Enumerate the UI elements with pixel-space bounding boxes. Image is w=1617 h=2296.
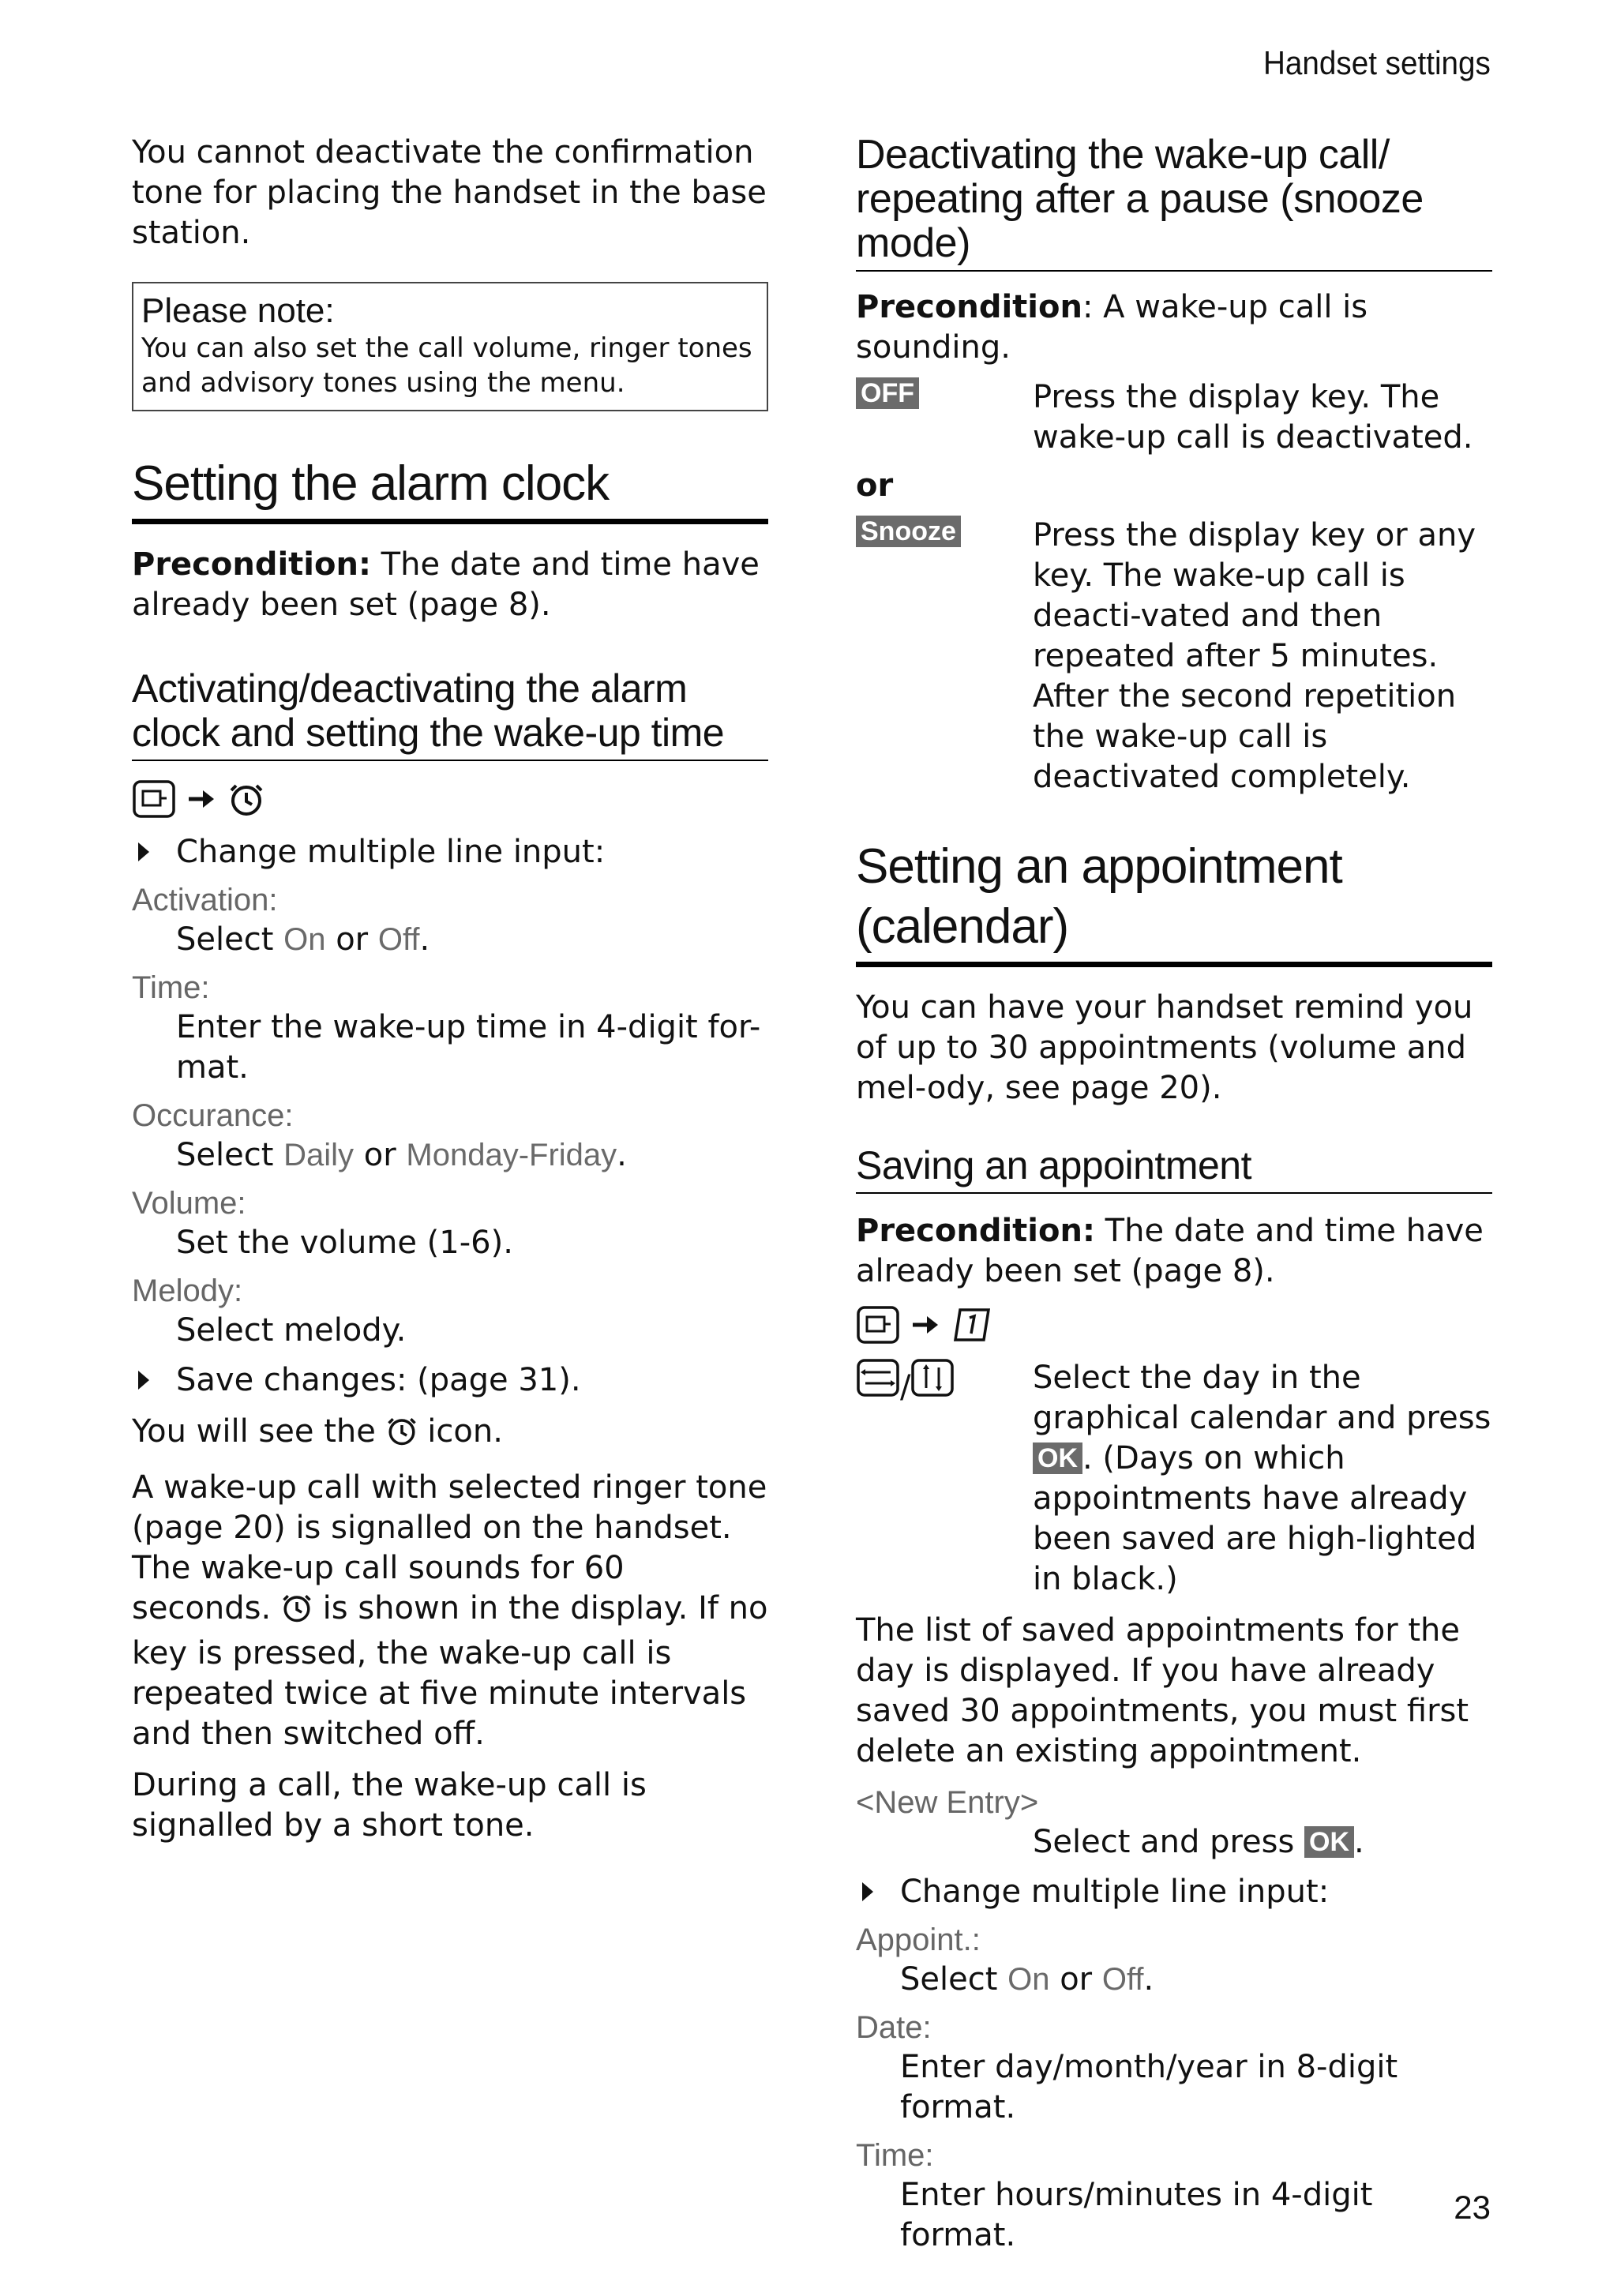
key-cell (856, 1358, 1033, 1600)
wakeup-paragraph (132, 1468, 768, 1754)
field-label: Time: (856, 2138, 934, 2173)
value-text: Select (900, 1961, 1008, 1998)
alarm-precondition (132, 545, 768, 625)
left-column (132, 133, 768, 1846)
value-text: . (617, 1137, 627, 1173)
bullet-text: Change multiple line input: (176, 834, 606, 870)
appointment-heading-line: (calendar) (856, 899, 1069, 954)
value-text: Select (176, 921, 284, 958)
text-span: is shown in the display. If no key is pressed, the wake-up call is repeated twice at five minute intervals and then switched off. (132, 1590, 768, 1752)
new-entry-label: <New Entry> (856, 1785, 1039, 1820)
alarm-clock-heading: Setting the alarm clock (132, 454, 768, 524)
control-key-left-right-icon (856, 1358, 900, 1397)
appointment-heading (856, 837, 1492, 967)
field-label: Time: (132, 970, 210, 1005)
bullet-text: Save changes: (page 31). (176, 1362, 581, 1398)
bullet-triangle-icon (862, 1882, 873, 1901)
note-box (132, 282, 768, 411)
activating-heading: Activating/deactivating the alarm clock and setting the wake-up time (132, 666, 768, 761)
value-text: or (354, 1137, 407, 1173)
note-text: You can also set the call volume, ringer tones and advisory tones using the menu. (141, 332, 752, 399)
new-entry-instruction (856, 1822, 1492, 1863)
text-span: You will see the (132, 1413, 386, 1450)
precondition-text: The date and time have already been set (page 8). (856, 1213, 1484, 1289)
option-daily: Daily (283, 1138, 355, 1172)
precondition-label: Precondition (856, 289, 1082, 325)
key-cell (856, 516, 1033, 797)
bullet-save-changes (132, 1360, 768, 1401)
select-day-row (856, 1358, 1492, 1600)
field-activation (132, 880, 768, 960)
alarm-clock-icon (228, 781, 264, 817)
value-text: Select (176, 1137, 284, 1173)
ok-softkey: OK (1304, 1826, 1354, 1858)
saving-appointment-heading: Saving an appointment (856, 1143, 1492, 1194)
snooze-key-description: Press the display key or any key. The wake-up call is deacti-vated and then repeated after 5 minutes. After the second repetition the wake-up call is deactivated completely. (1033, 517, 1476, 795)
off-key-description: Press the display key. The wake-up call is deactivated. (1033, 379, 1473, 456)
field-volume (132, 1184, 768, 1263)
field-value: Select melody. (176, 1312, 407, 1349)
field-date (856, 2008, 1492, 2128)
field-value (856, 1960, 1492, 2000)
appointment-intro: You can have your handset remind you of up to 30 appointments (volume and mel-ody, see page 20). (856, 989, 1473, 1106)
alarm-clock-icon (281, 1592, 313, 1634)
field-label: Appoint.: (856, 1923, 981, 1957)
page-number: 23 (1454, 2189, 1491, 2226)
option-off: Off (377, 922, 420, 957)
save-precondition (856, 1211, 1492, 1292)
during-call-paragraph: During a call, the wake-up call is signalled by a short tone. (132, 1767, 647, 1844)
text-span: . (1354, 1824, 1364, 1860)
off-key-row (856, 377, 1492, 458)
option-on: On (283, 922, 326, 957)
bullet-triangle-icon (138, 842, 149, 861)
appointment-heading-line: Setting an appointment (856, 839, 1342, 894)
text-span: icon. (417, 1413, 503, 1450)
key-cell (856, 377, 1033, 458)
value-text: . (419, 921, 430, 958)
calendar-icon (952, 1307, 992, 1343)
field-appoint (856, 1920, 1492, 2000)
menu-key-icon (132, 779, 176, 819)
bullet-change-input (132, 832, 768, 872)
right-column (856, 133, 1492, 2256)
option-on: On (1007, 1962, 1050, 1997)
field-label: Volume: (132, 1186, 246, 1221)
or-separator: or (856, 467, 894, 504)
field-label: Melody: (132, 1274, 243, 1308)
deactivate-precondition (856, 287, 1492, 368)
deactivating-heading: Deactivating the wake-up call/ repeating after a pause (snooze mode) (856, 133, 1492, 272)
ok-softkey: OK (1033, 1443, 1082, 1474)
running-header: Handset settings (1263, 44, 1491, 81)
precondition-text: The date and time have already been set (page 8). (132, 546, 760, 623)
field-value (132, 1135, 768, 1176)
control-key-up-down-icon (910, 1358, 955, 1397)
arrow-right-icon (910, 1311, 943, 1338)
slash-separator: / (900, 1369, 911, 1405)
field-label: Date: (856, 2010, 932, 2045)
field-value: Enter hours/minutes in 4-digit format. (900, 2177, 1373, 2253)
see-icon-paragraph (132, 1412, 768, 1457)
text-span: Select and press (1033, 1824, 1305, 1860)
alarm-clock-icon (386, 1415, 418, 1457)
precondition-label: Precondition: (132, 546, 371, 583)
menu-path (132, 775, 768, 823)
field-melody (132, 1271, 768, 1351)
field-time (856, 2136, 1492, 2256)
text-span: A wake-up call with selected ringer tone (page 20) is signalled on the handset. The wake-up call sounds for 60 seconds. (132, 1469, 767, 1626)
field-value (132, 920, 768, 960)
bullet-text: Change multiple line input: (900, 1874, 1330, 1910)
option-monday-friday: Monday-Friday (406, 1138, 617, 1172)
value-text: . (1143, 1961, 1154, 1998)
snooze-key-row (856, 516, 1492, 797)
menu-key-icon (856, 1305, 900, 1345)
bullet-triangle-icon (138, 1371, 149, 1390)
precondition-label: Precondition: (856, 1213, 1095, 1249)
field-value: Enter day/month/year in 8-digit format. (900, 2049, 1398, 2125)
appointment-list-paragraph: The list of saved appointments for the day is displayed. If you have already saved 30 appointments, you must first delete an existing appointment. (856, 1612, 1469, 1769)
field-value: Set the volume (1-6). (176, 1225, 513, 1261)
arrow-right-icon (186, 786, 219, 812)
value-text: or (325, 921, 378, 958)
off-softkey: OFF (856, 377, 919, 409)
text-span: Select the day in the graphical calendar and press (1033, 1360, 1491, 1436)
field-label: Occurance: (132, 1098, 294, 1133)
note-title: Please note: (141, 291, 335, 330)
field-label: Activation: (132, 883, 278, 917)
select-day-description (1033, 1358, 1492, 1600)
field-value: Enter the wake-up time in 4-digit for- mat. (176, 1009, 761, 1086)
intro-paragraph: You cannot deactivate the confirmation tone for placing the handset in the base station. (132, 134, 767, 251)
option-off: Off (1101, 1962, 1144, 1997)
precondition-text: : A wake-up call is sounding. (856, 289, 1368, 366)
field-occurance (132, 1096, 768, 1176)
field-time (132, 968, 768, 1088)
snooze-softkey: Snooze (856, 516, 961, 547)
bullet-change-input (856, 1872, 1492, 1912)
calendar-menu-path (856, 1301, 1492, 1349)
value-text: or (1049, 1961, 1102, 1998)
text-span: . (Days on which appointments have already been saved are high-lighted in black.) (1033, 1440, 1477, 1597)
